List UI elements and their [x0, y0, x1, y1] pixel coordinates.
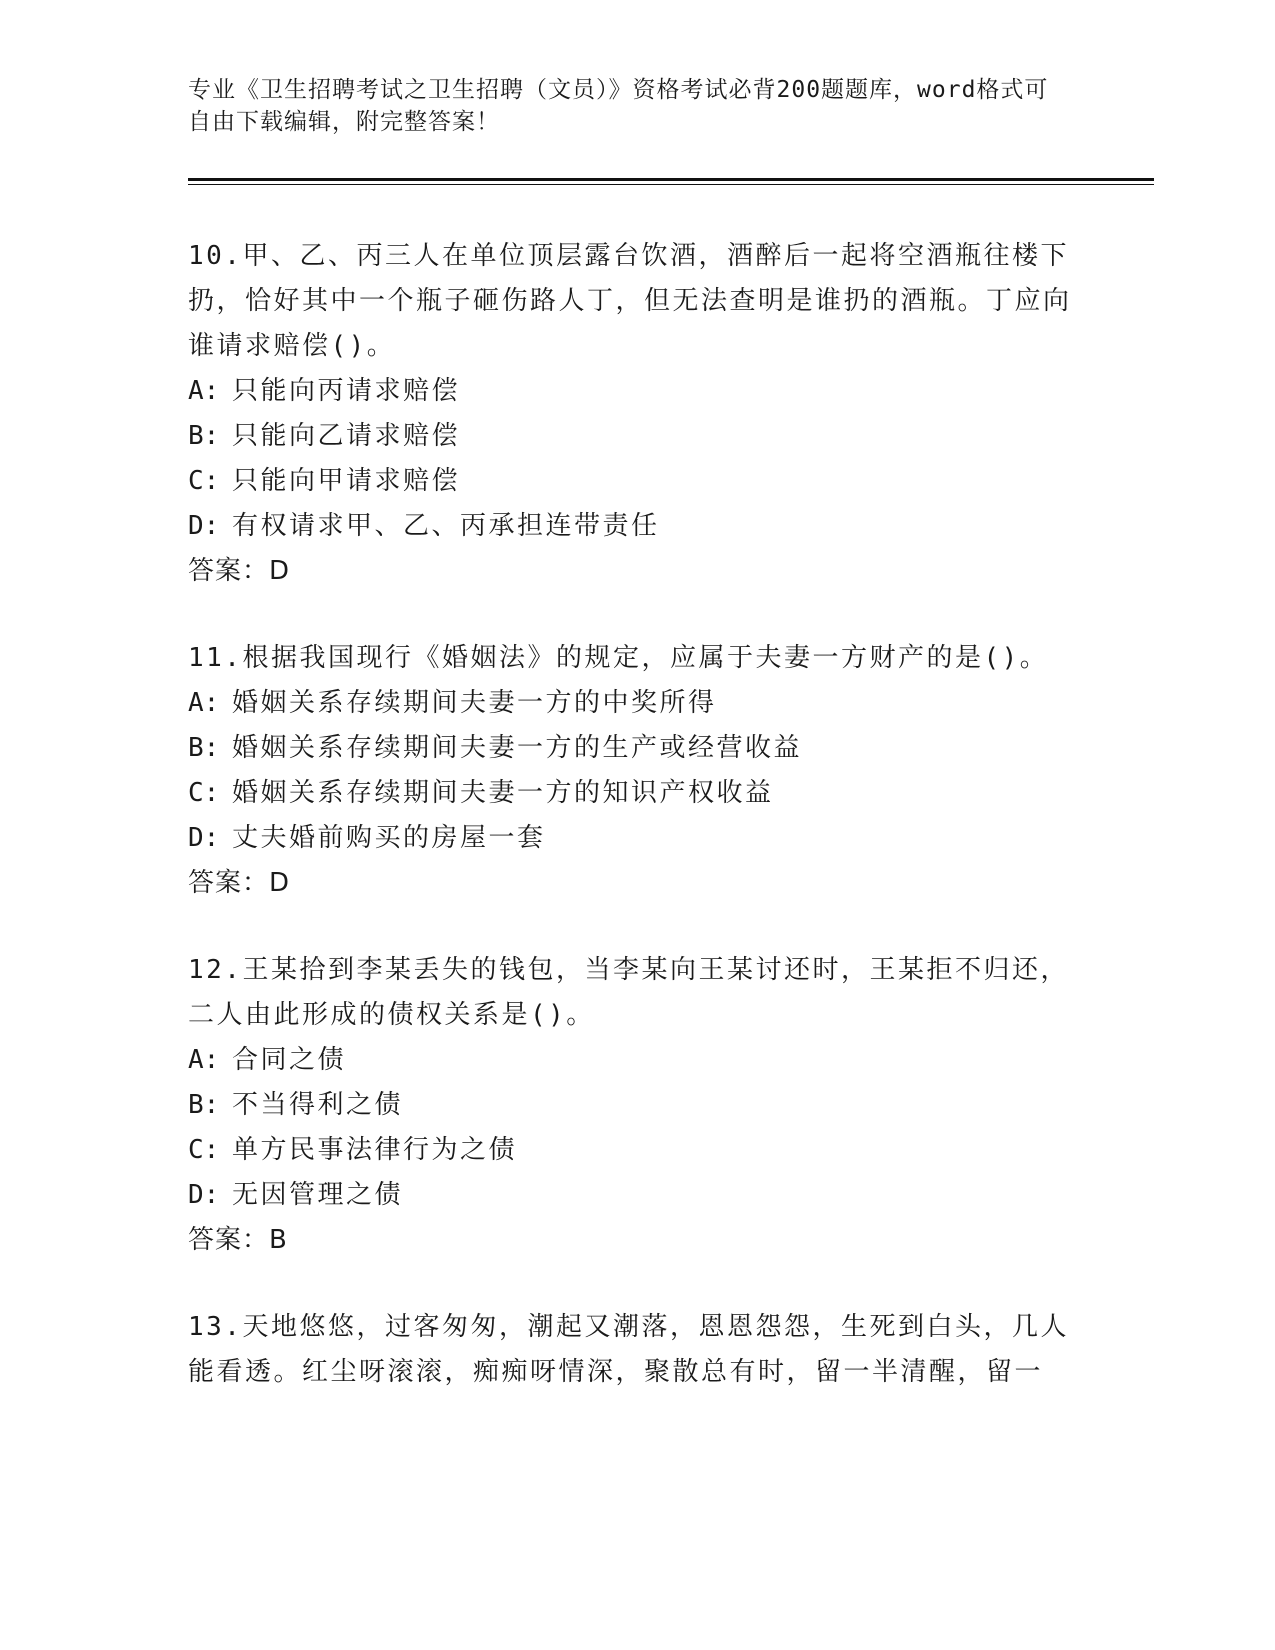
- option-a: [188, 681, 1088, 726]
- option-letter: C:: [188, 1135, 220, 1165]
- answer-line: 答案：D: [188, 556, 291, 586]
- document-header: [188, 74, 1068, 138]
- option-text: 无因管理之债: [232, 1180, 404, 1210]
- answer-line: 答案：B: [188, 1225, 288, 1255]
- option-letter: C:: [188, 466, 220, 496]
- question-text: 10.甲、乙、丙三人在单位顶层露台饮酒，酒醉后一起将空酒瓶往楼下扔，恰好其中一个瓶子砸伤路人丁，但无法查明是谁扔的酒瓶。丁应向谁请求赔偿()。: [188, 241, 1072, 361]
- option-letter: D:: [188, 823, 220, 853]
- header-text: 专业《卫生招聘考试之卫生招聘（文员）》资格考试必背200题题库，word格式可自由下载编辑，附完整答案！: [188, 77, 1049, 135]
- option-letter: B:: [188, 1090, 220, 1120]
- option-c: [188, 771, 1088, 816]
- header-divider-thin: [188, 184, 1154, 185]
- question-12: [188, 948, 1088, 1263]
- option-c: [188, 459, 1088, 504]
- option-text: 只能向甲请求赔偿: [232, 466, 461, 496]
- option-letter: D:: [188, 511, 220, 541]
- option-b: [188, 726, 1088, 771]
- option-text: 合同之债: [232, 1045, 347, 1075]
- question-13: [188, 1305, 1088, 1395]
- option-letter: B:: [188, 421, 220, 451]
- option-text: 丈夫婚前购买的房屋一套: [232, 823, 546, 853]
- option-letter: A:: [188, 376, 220, 406]
- question-10: [188, 234, 1088, 594]
- option-b: [188, 414, 1088, 459]
- option-text: 婚姻关系存续期间夫妻一方的生产或经营收益: [232, 733, 803, 763]
- option-text: 单方民事法律行为之债: [232, 1135, 518, 1165]
- question-list: [188, 234, 1088, 1437]
- option-d: [188, 816, 1088, 861]
- option-letter: A:: [188, 1045, 220, 1075]
- option-letter: D:: [188, 1180, 220, 1210]
- option-letter: B:: [188, 733, 220, 763]
- option-a: [188, 369, 1088, 414]
- option-a: [188, 1038, 1088, 1083]
- question-text: 13.天地悠悠，过客匆匆，潮起又潮落，恩恩怨怨，生死到白头，几人能看透。红尘呀滚滚，痴痴呀情深，聚散总有时，留一半清醒，留一: [188, 1312, 1069, 1387]
- option-letter: A:: [188, 688, 220, 718]
- header-divider-thick: [188, 178, 1154, 181]
- option-text: 不当得利之债: [232, 1090, 404, 1120]
- answer-line: 答案：D: [188, 868, 291, 898]
- option-b: [188, 1083, 1088, 1128]
- question-11: [188, 636, 1088, 906]
- option-c: [188, 1128, 1088, 1173]
- option-text: 只能向丙请求赔偿: [232, 376, 461, 406]
- question-text: 12.王某拾到李某丢失的钱包，当李某向王某讨还时，王某拒不归还，二人由此形成的债权关系是()。: [188, 955, 1069, 1030]
- option-d: [188, 504, 1088, 549]
- question-text: 11.根据我国现行《婚姻法》的规定，应属于夫妻一方财产的是()。: [188, 643, 1049, 673]
- option-text: 婚姻关系存续期间夫妻一方的知识产权收益: [232, 778, 774, 808]
- option-d: [188, 1173, 1088, 1218]
- option-text: 只能向乙请求赔偿: [232, 421, 461, 451]
- option-text: 有权请求甲、乙、丙承担连带责任: [232, 511, 660, 541]
- option-text: 婚姻关系存续期间夫妻一方的中奖所得: [232, 688, 717, 718]
- option-letter: C:: [188, 778, 220, 808]
